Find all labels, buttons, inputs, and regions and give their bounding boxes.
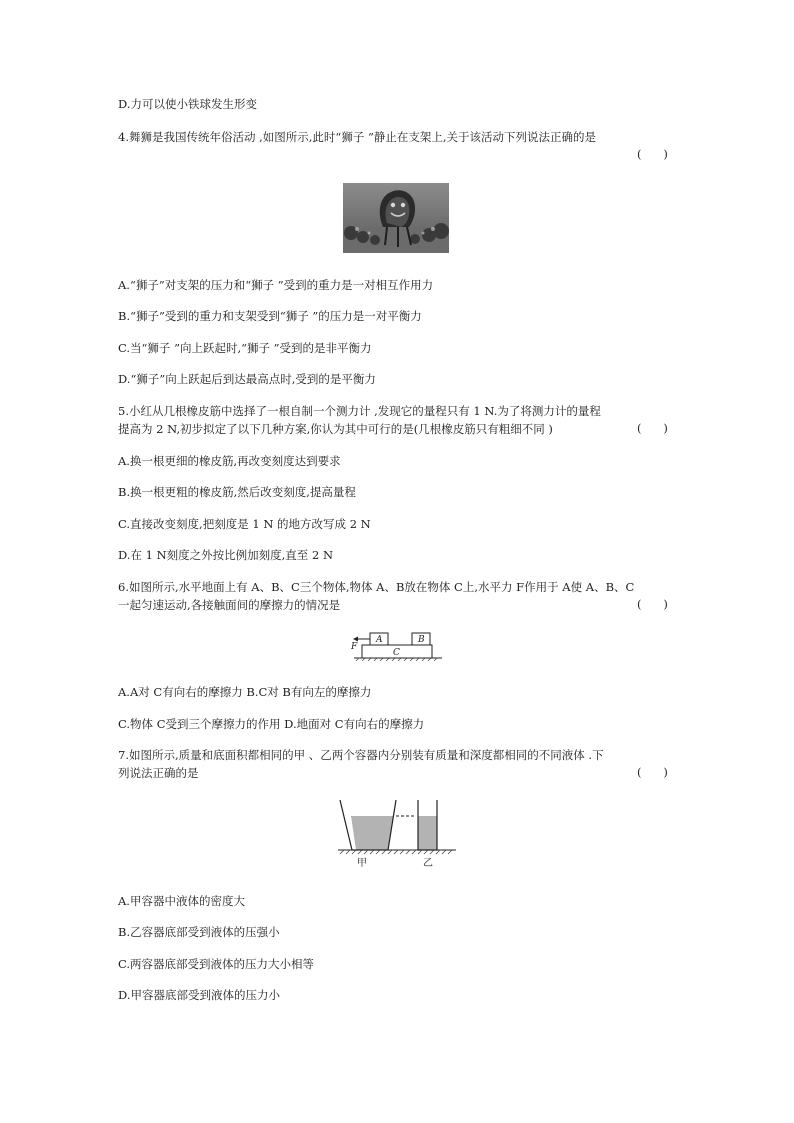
- q4-option-d: D.“狮子”向上跃起后到达最高点时,受到的是平衡力: [118, 372, 376, 386]
- q7-option-c: C.两容器底部受到液体的压力大小相等: [118, 957, 315, 971]
- label-a: A: [376, 635, 383, 645]
- q6-blocks-diagram: [348, 629, 448, 661]
- q7-stem-line2: 列说法正确的是: [118, 766, 199, 780]
- q6-options-row2: C.物体 C受到三个摩擦力的作用 D.地面对 C有向右的摩擦力: [118, 717, 425, 731]
- q6-options-row1: A.A对 C有向右的摩擦力 B.C对 B有向左的摩擦力: [118, 685, 372, 699]
- q4-answer-paren: ( ): [637, 147, 668, 161]
- q5-option-a: A.换一根更细的橡皮筋,再改变刻度达到要求: [118, 454, 341, 468]
- yi-liquid: [418, 816, 437, 850]
- q6-stem-line1: 6.如图所示,水平地面上有 A、B、C三个物体,物体 A、B放在物体 C上,水平力 F作用于 A使 A、B、C: [118, 580, 635, 594]
- q7-stem-line1: 7.如图所示,质量和底面积都相同的甲 、乙两个容器内分别装有质量和深度都相同的不同液体 .下: [118, 748, 604, 762]
- lion-dance-photo: [343, 183, 449, 253]
- q3-option-d: D.力可以使小铁球发生形变: [118, 97, 257, 111]
- q7-containers-diagram: [336, 798, 458, 870]
- q5-option-c: C.直接改变刻度,把刻度是 1 N 的地方改写成 2 N: [118, 517, 371, 531]
- q6-stem-line2: 一起匀速运动,各接触面间的摩擦力的情况是: [118, 598, 341, 612]
- label-yi: 乙: [423, 858, 433, 869]
- q5-stem-line2: 提高为 2 N,初步拟定了以下几种方案,你认为其中可行的是(几根橡皮筋只有粗细不同 ): [118, 422, 553, 436]
- label-jia: 甲: [357, 858, 367, 869]
- q4-option-a: A.“狮子”对支架的压力和“狮子 ”受到的重力是一对相互作用力: [118, 278, 434, 292]
- jia-liquid: [351, 816, 393, 850]
- q7-option-a: A.甲容器中液体的密度大: [118, 894, 245, 908]
- force-arrowhead: [353, 637, 358, 642]
- label-b: B: [418, 635, 425, 645]
- q5-option-b: B.换一根更粗的橡皮筋,然后改变刻度,提高量程: [118, 485, 356, 499]
- q7-answer-paren: ( ): [637, 765, 668, 779]
- q4-option-b: B.“狮子”受到的重力和支架受到“狮子 ”的压力是一对平衡力: [118, 309, 422, 323]
- q7-option-d: D.甲容器底部受到液体的压力小: [118, 988, 280, 1002]
- q4-stem: 4.舞狮是我国传统年俗活动 ,如图所示,此时“狮子 ”静止在支架上,关于该活动下列说法正确的是: [118, 130, 597, 144]
- q6-answer-paren: ( ): [637, 597, 668, 611]
- q5-option-d: D.在 1 N刻度之外按比例加刻度,直至 2 N: [118, 548, 334, 562]
- q4-option-c: C.当“狮子 ”向上跃起时,“狮子 ”受到的是非平衡力: [118, 341, 372, 355]
- label-c: C: [393, 648, 400, 658]
- q7-option-b: B.乙容器底部受到液体的压强小: [118, 925, 280, 939]
- q5-stem-line1: 5.小红从几根橡皮筋中选择了一根自制一个测力计 ,发现它的量程只有 1 N.为了将测力计的量程: [118, 404, 601, 418]
- q5-answer-paren: ( ): [637, 421, 668, 435]
- label-f: F: [351, 642, 358, 652]
